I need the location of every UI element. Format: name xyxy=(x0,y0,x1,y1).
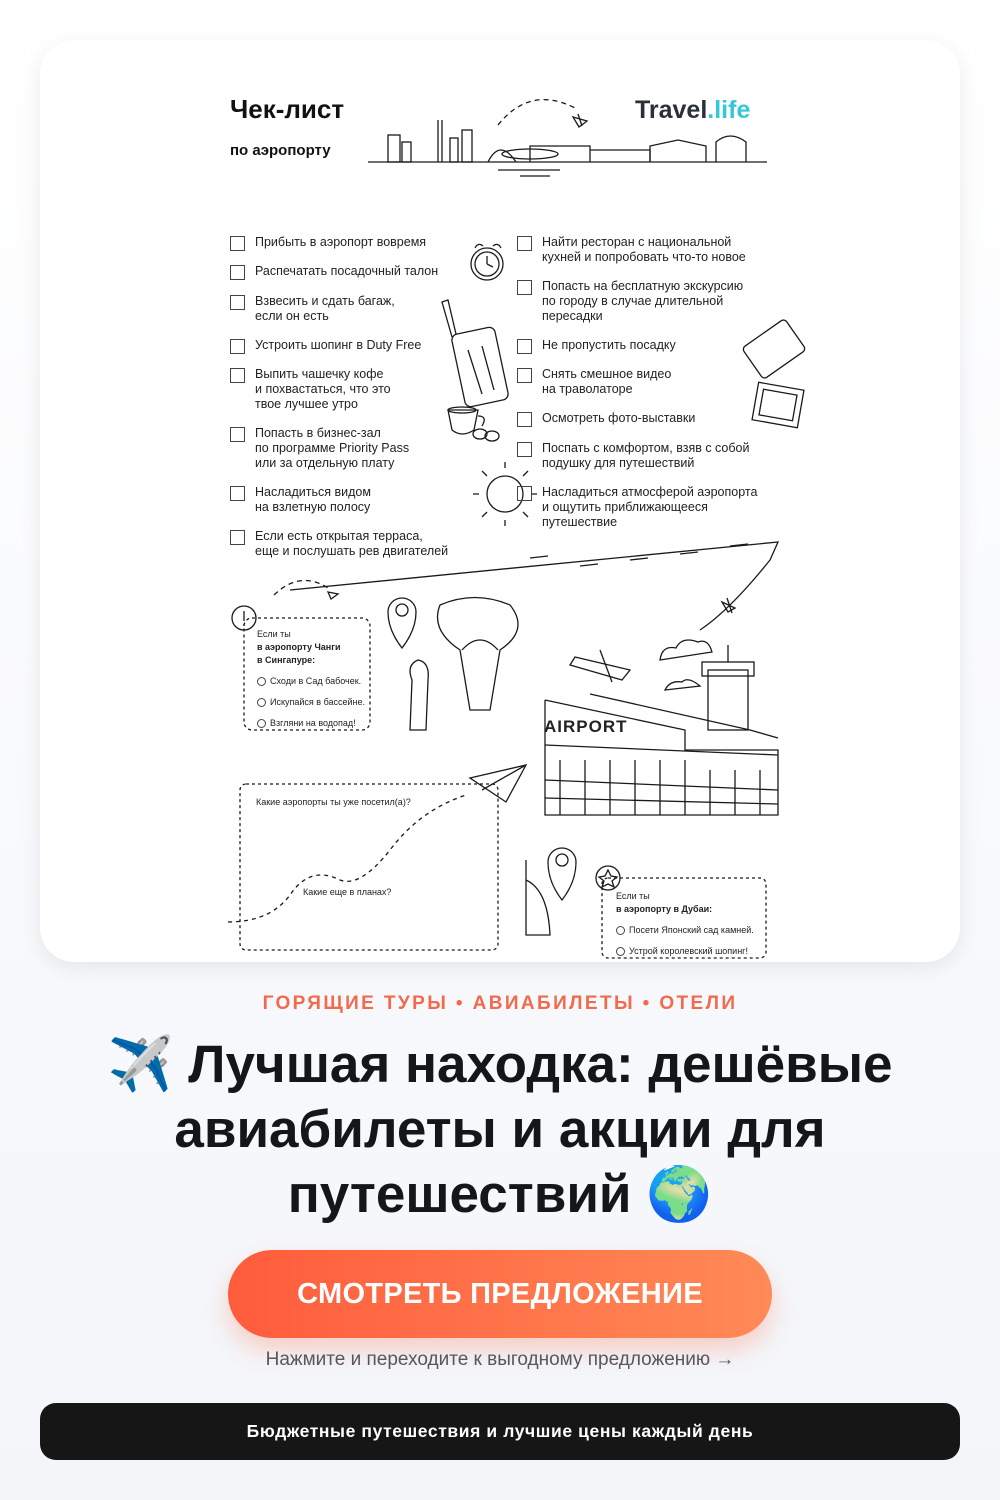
checklist-item-text: Насладиться атмосферой аэропорта и ощутить приближающееся путешествие xyxy=(542,485,758,529)
radio-circle[interactable] xyxy=(257,677,266,686)
note-line: Если ты xyxy=(257,629,291,639)
checkbox[interactable] xyxy=(517,442,532,457)
checklist-item-text: Найти ресторан с национальной кухней и попробовать что-то новое xyxy=(542,235,746,264)
note-option[interactable] xyxy=(616,945,766,958)
checkbox[interactable] xyxy=(517,339,532,354)
boarding-pass-icon xyxy=(742,319,806,380)
alarm-clock-icon xyxy=(471,244,503,280)
brand-dot: . xyxy=(707,96,715,124)
checkbox[interactable] xyxy=(230,427,245,442)
checklist-image-card xyxy=(40,40,960,962)
brand-name: Travel xyxy=(635,96,708,124)
cloud-icon xyxy=(665,680,700,690)
checklist-item-text: Устроить шопинг в Duty Free xyxy=(255,338,422,352)
burj-al-arab-icon xyxy=(526,860,550,935)
checklist-item-text: Насладиться видом на взлетную полосу xyxy=(255,485,371,514)
airport-sign: AIRPORT xyxy=(544,717,628,736)
checkbox[interactable] xyxy=(517,368,532,383)
paper-plane-icon xyxy=(470,765,526,802)
checklist-item xyxy=(517,338,676,354)
checklist-item-text: Не пропустить посадку xyxy=(542,338,676,352)
category-tags: ГОРЯЩИЕ ТУРЫ • АВИАБИЛЕТЫ • ОТЕЛИ xyxy=(262,993,738,1014)
note-option-label: Устрой королевский шопинг! xyxy=(629,946,748,956)
checklist-item xyxy=(517,441,749,471)
checklist-item-text: Взвесить и сдать багаж, если он есть xyxy=(255,294,395,323)
checklist-item xyxy=(517,411,695,427)
checklist-subtitle: по аэропорту xyxy=(230,142,331,159)
checkbox[interactable] xyxy=(230,295,245,310)
checklist-item-text: Осмотреть фото-выставки xyxy=(542,411,696,425)
radio-circle[interactable] xyxy=(257,698,266,707)
checklist-item-text: Распечатать посадочный талон xyxy=(255,264,439,278)
checkbox[interactable] xyxy=(230,486,245,501)
location-pin-icon xyxy=(548,848,576,900)
checkbox[interactable] xyxy=(517,486,532,501)
note-option[interactable] xyxy=(257,696,367,709)
checklist-title: Чек-лист xyxy=(230,94,345,124)
checklist-item xyxy=(230,235,426,251)
checklist-item xyxy=(230,426,409,471)
view-offer-button[interactable]: СМОТРЕТЬ ПРЕДЛОЖЕНИЕ xyxy=(228,1250,772,1338)
checklist-item-text: Снять смешное видео на траволаторе xyxy=(542,367,672,396)
checklist-item-text: Поспать с комфортом, взяв с собой подушку для путешествий xyxy=(542,441,750,470)
checklist-item xyxy=(517,367,671,397)
radio-circle[interactable] xyxy=(257,719,266,728)
checklist-item xyxy=(517,485,757,530)
checkbox[interactable] xyxy=(230,265,245,280)
checklist-item xyxy=(230,529,448,559)
checkbox[interactable] xyxy=(230,339,245,354)
airplane-icon xyxy=(570,650,630,682)
checklist-item-text: Попасть в бизнес-зал по программе Priority Pass или за отдельную плату xyxy=(255,426,410,470)
cta-subtext: Нажмите и переходите к выгодному предложению → xyxy=(265,1349,735,1370)
note-option[interactable] xyxy=(257,675,367,688)
checkbox[interactable] xyxy=(517,236,532,251)
supertree-icon xyxy=(438,598,519,711)
note-option-label: Сходи в Сад бабочек. xyxy=(270,676,362,686)
brand-logo xyxy=(635,96,750,125)
checkbox[interactable] xyxy=(517,280,532,295)
singapore-note xyxy=(257,628,367,730)
checklist-item-text: Прибыть в аэропорт вовремя xyxy=(255,235,427,249)
checklist-item xyxy=(230,485,371,515)
cloud-icon xyxy=(660,640,712,660)
checklist-item xyxy=(230,338,421,354)
note-option[interactable] xyxy=(257,717,367,730)
checklist-item-text: Если есть открытая терраса, еще и послушать рев двигателей xyxy=(255,529,449,558)
checkbox[interactable] xyxy=(230,530,245,545)
checklist-sheet xyxy=(230,90,790,956)
checklist-item xyxy=(230,294,395,324)
checklist-item xyxy=(230,367,391,412)
checklist-item xyxy=(517,279,743,324)
checkbox[interactable] xyxy=(230,368,245,383)
headline: ✈️ Лучшая находка: дешёвые авиабилеты и акции для путешествий 🌍 xyxy=(107,1035,893,1224)
suitcase-icon xyxy=(442,300,509,408)
checklist-item-text: Выпить чашечку кофе и похвастаться, что это твое лучшее утро xyxy=(255,367,391,411)
brand-suffix: life xyxy=(714,96,751,124)
checkbox[interactable] xyxy=(230,236,245,251)
note-line: Если ты xyxy=(616,891,650,901)
note-line: в Сингапуре: xyxy=(257,655,316,665)
note-option-label: Взгляни на водопад! xyxy=(270,718,356,728)
note-option-label: Искупайся в бассейне. xyxy=(270,697,366,707)
radio-circle[interactable] xyxy=(616,947,625,956)
coffee-cup-icon xyxy=(448,407,499,441)
dubai-note xyxy=(616,890,766,958)
location-pin-icon xyxy=(388,598,416,648)
airplane-icon xyxy=(328,592,338,599)
dashed-flight-path-icon xyxy=(498,100,575,125)
checklist-item xyxy=(517,235,746,265)
footer-banner: Бюджетные путешествия и лучшие цены каждый день xyxy=(40,1403,960,1460)
airports-plans-question: Какие еще в планах? xyxy=(303,887,392,897)
merlion-icon xyxy=(410,660,428,730)
airports-visited-question: Какие аэропорты ты уже посетил(а)? xyxy=(256,797,411,807)
city-skyline-icon xyxy=(368,120,767,176)
note-option-label: Посети Японский сад камней. xyxy=(629,925,754,935)
airplane-icon xyxy=(573,114,587,127)
note-line: в аэропорту в Дубаи: xyxy=(616,904,713,914)
note-line: в аэропорту Чанги xyxy=(257,642,341,652)
note-option[interactable] xyxy=(616,924,766,937)
photo-frame-icon xyxy=(752,382,804,427)
checklist-item-text: Попасть на бесплатную экскурсию по городу в случае длительной пересадки xyxy=(542,279,744,323)
checkbox[interactable] xyxy=(517,412,532,427)
radio-circle[interactable] xyxy=(616,926,625,935)
checklist-item xyxy=(230,264,438,280)
